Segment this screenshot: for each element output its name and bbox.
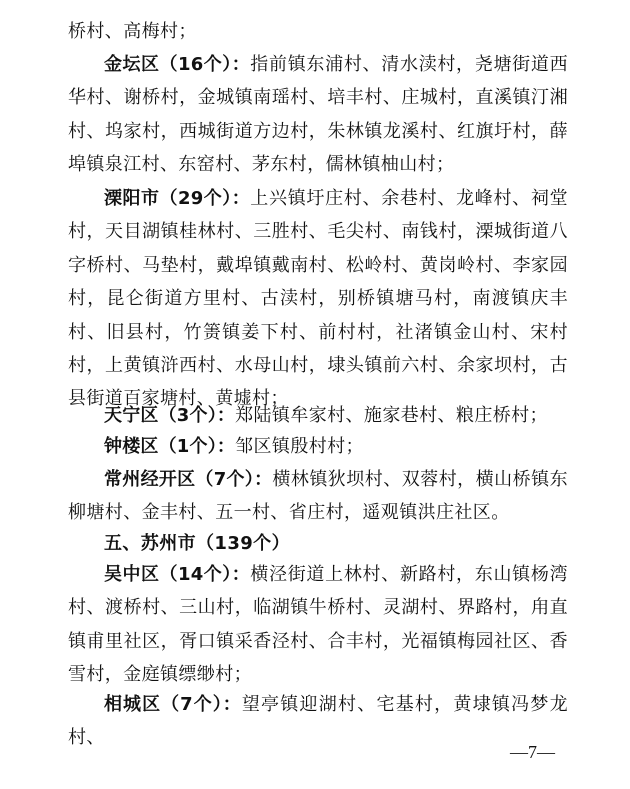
paragraph-text: 指前镇东浦村、清水渎村，尧塘街道西华村、谢桥村，金城镇南瑶村、培丰村、庄城村，直溪镇汀湘村、坞家村，西城街道方边村，朱林镇龙溪村、红旗圩村，薛埠镇泉江村、东窑村、茅东村，儒林镇柚山村；: [68, 54, 568, 176]
paragraph-text: 郑陆镇牟家村、施家巷村、粮庄桥村；: [235, 405, 548, 426]
district-heading-zhonglou: 钟楼区（1个）：: [104, 436, 236, 457]
paragraph-jintan: [68, 48, 568, 182]
district-heading-changzhou-econ-dev: 常州经开区（7个）：: [104, 469, 273, 490]
paragraph-text: 横林镇狄坝村、双蓉村，横山桥镇东柳塘村、金丰村、五一村、省庄村，遥观镇洪庄社区。: [68, 469, 568, 524]
paragraph-text: 邹区镇殷村村；: [235, 436, 364, 457]
paragraph-changzhou-econ-dev: [68, 463, 568, 530]
section-heading-suzhou: [68, 527, 568, 560]
paragraph-liyang: [68, 182, 568, 416]
district-heading-jintan: 金坛区（16个）：: [104, 54, 251, 75]
paragraph-wuzhong: [68, 558, 568, 692]
district-heading-xiangcheng: 相城区（7个）：: [104, 694, 242, 715]
paragraph-text: 望亭镇迎湖村、宅基村，黄埭镇冯梦龙村、: [68, 694, 568, 749]
section-heading-text: 五、苏州市（139个）: [104, 533, 290, 554]
paragraph-xiangcheng: [68, 688, 568, 755]
district-heading-liyang: 溧阳市（29个）：: [104, 188, 251, 209]
paragraph-tianning: [68, 399, 568, 432]
paragraph-zhonglou: [68, 430, 568, 463]
district-heading-wuzhong: 吴中区（14个）：: [104, 564, 251, 585]
paragraph-text: 横泾街道上林村、新路村，东山镇杨湾村、渡桥村、三山村，临湖镇牛桥村、灵湖村、界路村，甪直镇甫里社区，胥口镇采香泾村、合丰村，光福镇梅园社区、香雪村，金庭镇缥缈村；: [68, 564, 568, 686]
page-number: —7—: [510, 742, 555, 762]
paragraph-text: 桥村、高梅村；: [68, 21, 197, 42]
district-heading-tianning: 天宁区（3个）：: [104, 405, 236, 426]
paragraph-text: 上兴镇圩庄村、余巷村、龙峰村、祠堂村，天目湖镇桂林村、三胜村、毛尖村、南钱村，溧城街道八字桥村、马垫村，戴埠镇戴南村、松岭村、黄岗岭村、李家园村，昆仑街道方里村、古渎村，别桥镇塘马村，南渡镇庆丰村、旧县村，竹箦镇姜下村、前村村，社渚镇金山村、宋村村，上黄镇浒西村、水母山村，埭头镇前六村、余家坝村，古县街道百家塘村、黄墟村；: [68, 188, 568, 410]
paragraph-continuation: [68, 15, 568, 48]
